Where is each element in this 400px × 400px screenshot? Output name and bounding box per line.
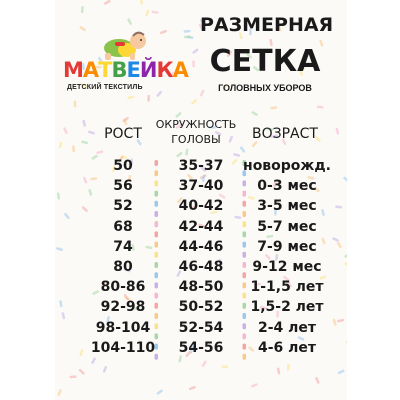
- confetti-dash: [58, 141, 62, 148]
- confetti-dash: [189, 386, 196, 391]
- table-row: [55, 318, 347, 338]
- confetti-dash: [338, 369, 345, 374]
- confetti-dash: [74, 100, 77, 107]
- cell-height: 80-86: [100, 279, 146, 296]
- brand-letter: Т: [98, 58, 112, 82]
- confetti-dash: [140, 0, 144, 5]
- confetti-dash: [201, 360, 207, 367]
- confetti-dash: [82, 120, 86, 127]
- cell-head-circumference: 54-56: [178, 339, 224, 356]
- cell-head-circumference: 48-50: [178, 279, 224, 296]
- brand-letter: А: [172, 58, 188, 82]
- table-row: [55, 277, 347, 297]
- table-row: [55, 237, 347, 257]
- confetti-dash: [63, 127, 68, 134]
- confetti-dash: [192, 48, 199, 54]
- cell-age: новорожд.: [243, 158, 331, 174]
- cell-head-circumference: 46-48: [178, 259, 224, 275]
- confetti-dash: [70, 375, 77, 378]
- table-row: [55, 297, 347, 317]
- confetti-dash: [81, 6, 84, 13]
- confetti-dash: [184, 36, 191, 39]
- cell-height: 104-110: [90, 339, 156, 356]
- size-chart-card: [55, 0, 347, 400]
- cell-height: 80: [113, 259, 133, 275]
- brand-name: [63, 58, 188, 82]
- table-row: [55, 338, 347, 358]
- cell-age: 0-3 мес: [257, 178, 317, 195]
- title-line-3: ГОЛОВНЫХ УБОРОВ: [218, 83, 312, 93]
- cell-height: 68: [113, 218, 133, 235]
- column-header-height: РОСТ: [104, 126, 142, 142]
- column-header-head-line-1: ОКРУЖНОСТЬ: [155, 118, 237, 131]
- confetti-dash: [145, 9, 150, 16]
- table-row: [55, 257, 347, 277]
- brand-letter: К: [156, 58, 173, 82]
- confetti-dash: [192, 60, 195, 67]
- confetti-dash: [185, 148, 188, 155]
- brand-letter: А: [82, 58, 99, 82]
- title-line-1: РАЗМЕРНАЯ: [200, 14, 334, 36]
- column-header-head-circumference: [147, 117, 245, 147]
- confetti-dash: [57, 389, 62, 396]
- cell-head-circumference: 52-54: [178, 319, 224, 336]
- cell-age: 2-4 лет: [257, 319, 317, 336]
- confetti-dash: [151, 10, 158, 14]
- cell-height: 50: [113, 158, 133, 174]
- title-line-2: СЕТКА: [209, 44, 321, 79]
- table-row: [55, 196, 347, 216]
- cell-age: 3-5 мес: [257, 198, 317, 215]
- confetti-dash: [251, 383, 258, 388]
- confetti-dash: [287, 363, 290, 370]
- brand-letter: Й: [139, 58, 157, 82]
- cell-height: 92-98: [100, 299, 146, 316]
- confetti-dash: [270, 106, 277, 109]
- cell-head-circumference: 50-52: [178, 299, 224, 316]
- column-header-head-line-2: ГОЛОВЫ: [171, 133, 221, 146]
- confetti-dash: [156, 389, 163, 395]
- brand-letter: Е: [126, 58, 140, 82]
- confetti-dash: [104, 0, 111, 5]
- confetti-dash: [127, 18, 132, 25]
- cell-height: 98-104: [95, 319, 151, 336]
- cell-age: 1-1,5 лет: [250, 279, 324, 296]
- cell-age: 5-7 мес: [257, 218, 317, 235]
- cell-height: 52: [113, 198, 133, 215]
- confetti-dash: [91, 357, 97, 364]
- confetti-dash: [191, 98, 198, 104]
- brand-logo: [63, 28, 188, 98]
- table-row: [55, 176, 347, 196]
- cell-head-circumference: 42-44: [178, 218, 224, 235]
- brand-letter: М: [63, 58, 83, 82]
- cell-height: 74: [113, 238, 133, 255]
- cell-head-circumference: 44-46: [178, 238, 224, 255]
- cell-age: 9-12 мес: [252, 259, 322, 275]
- crawling-baby-icon: [97, 28, 153, 62]
- confetti-dash: [335, 128, 339, 135]
- confetti-dash: [317, 106, 324, 109]
- confetti-dash: [96, 150, 103, 154]
- confetti-dash: [78, 368, 85, 375]
- cell-head-circumference: 35-37: [178, 158, 224, 174]
- confetti-dash: [103, 366, 108, 373]
- cell-age: 1,5-2 лет: [250, 299, 324, 316]
- cell-height: 56: [113, 178, 133, 195]
- confetti-dash: [221, 365, 228, 368]
- confetti-dash: [277, 367, 281, 374]
- table-row: [55, 156, 347, 176]
- cell-age: 7-9 мес: [257, 238, 317, 255]
- cell-head-circumference: 37-40: [178, 178, 224, 195]
- confetti-dash: [81, 140, 88, 144]
- cell-age: 4-6 лет: [257, 339, 317, 356]
- brand-letter: В: [111, 58, 127, 82]
- brand-tagline: ДЕТСКИЙ ТЕКСТИЛЬ: [67, 84, 143, 91]
- confetti-dash: [251, 111, 258, 117]
- column-header-age: ВОЗРАСТ: [252, 126, 318, 142]
- confetti-dash: [315, 377, 320, 384]
- confetti-dash: [183, 30, 190, 33]
- cell-head-circumference: 40-42: [178, 198, 224, 215]
- confetti-dash: [72, 145, 75, 152]
- table-row: [55, 217, 347, 237]
